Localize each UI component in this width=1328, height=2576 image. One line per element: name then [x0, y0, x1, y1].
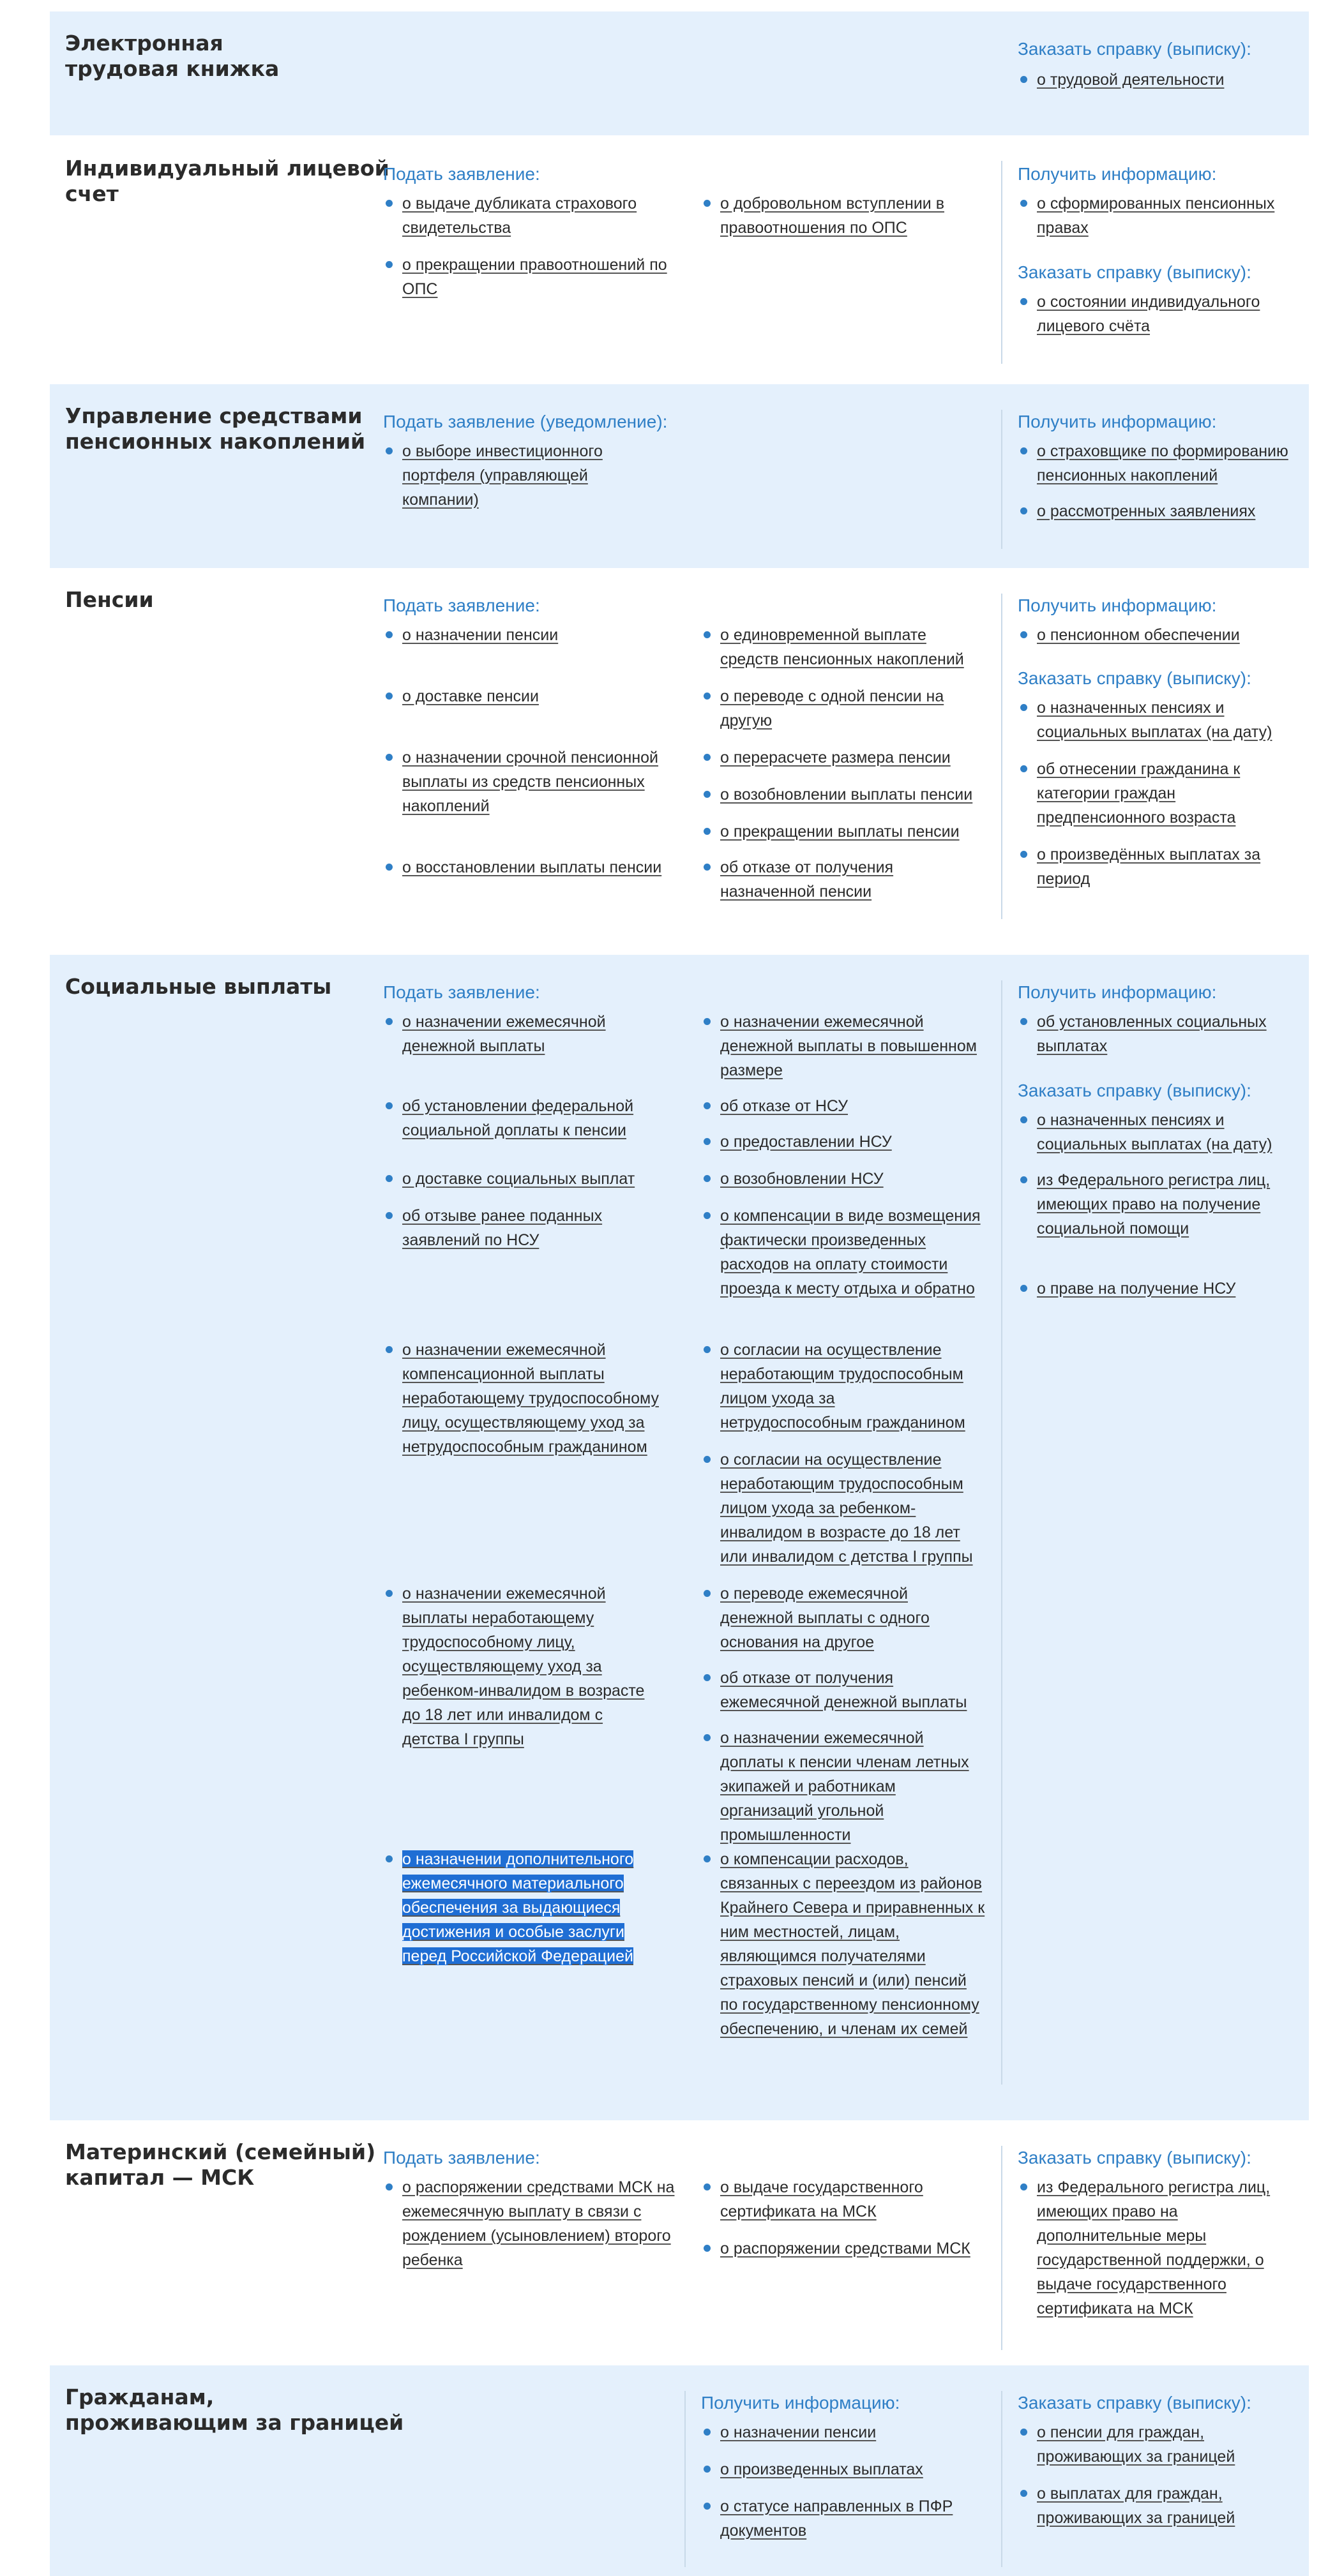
list-item[interactable]: о назначении ежемесячной выплаты неработающему трудоспособному лицу, осуществляющему уход за ребенком-инвалидом в возрасте до 18 лет или инвалидом с детства I группы — [383, 1582, 658, 1751]
list-item[interactable]: о рассмотренных заявлениях — [1018, 499, 1305, 523]
apply-heading: Подать заявление: — [383, 164, 540, 184]
section-usp — [50, 384, 1309, 568]
bullet-icon — [704, 1590, 711, 1597]
list-item[interactable]: о пенсионном обеспечении — [1018, 623, 1305, 647]
bullet-icon — [704, 828, 711, 835]
info-column — [1018, 162, 1299, 335]
list-item[interactable]: об отказе от НСУ — [701, 1094, 988, 1118]
bullet-icon — [1020, 298, 1027, 305]
info-column — [701, 2391, 988, 2540]
list-item[interactable]: о назначенных пенсиях и социальных выплатах (на дату) — [1018, 1108, 1305, 1157]
bullet-icon — [704, 1175, 711, 1182]
bullet-icon — [386, 631, 393, 638]
list-item[interactable]: о единовременной выплате средств пенсионных накоплений — [701, 623, 988, 671]
list-item[interactable]: об установлении федеральной социальной доплаты к пенсии — [383, 1094, 658, 1142]
bullet-icon — [1020, 765, 1027, 772]
bullet-icon — [1020, 1116, 1027, 1123]
bullet-icon — [704, 2466, 711, 2473]
section-ils — [50, 135, 1309, 384]
list-item[interactable]: о выплатах для граждан, проживающих за границей — [1018, 2482, 1273, 2530]
list-item[interactable]: о произведённых выплатах за период — [1018, 842, 1305, 891]
list-item[interactable]: о сформированных пенсионных правах — [1018, 191, 1299, 240]
bullet-icon — [704, 2503, 711, 2510]
section-social — [50, 955, 1309, 2120]
section-msk — [50, 2120, 1309, 2365]
divider — [1001, 410, 1002, 549]
list-item[interactable]: о компенсации расходов, связанных с переездом из районов Крайнего Севера и приравненных к ним местностей, лицам, являющимся получателями страховых пенсий и (или) пенсий по государственному пенсионному обеспечению, и членам их семей — [701, 1847, 988, 2041]
divider — [684, 2391, 686, 2567]
divider — [1001, 2146, 1002, 2350]
bullet-icon — [1020, 1176, 1027, 1183]
list-item[interactable]: о компенсации в виде возмещения фактически произведенных расходов на оплату стоимости проезда к месту отдыха и обратно — [701, 1204, 988, 1301]
bullet-icon — [386, 447, 393, 454]
list-item[interactable]: о прекращении выплаты пенсии — [701, 820, 988, 844]
bullet-icon — [386, 1018, 393, 1025]
list-item[interactable]: из Федерального регистра лиц, имеющих право на дополнительные меры государственной поддержки, о выдаче государственного сертификата на МСК — [1018, 2175, 1305, 2321]
section-title: Гражданам, проживающим за границей — [65, 2385, 404, 2435]
list-item[interactable]: о назначении пенсии — [701, 2420, 988, 2445]
apply-column — [383, 980, 677, 1965]
list-item[interactable]: о трудовой деятельности — [1018, 68, 1299, 92]
section-abroad — [50, 2365, 1309, 2576]
list-item[interactable]: о распоряжении средствами МСК — [701, 2236, 988, 2261]
bullet-icon — [704, 754, 711, 761]
bullet-icon — [1020, 200, 1027, 207]
divider — [1001, 2391, 1002, 2567]
list-item[interactable]: о назначении пенсии — [383, 623, 677, 647]
apply-heading: Подать заявление: — [383, 2148, 540, 2168]
divider — [1001, 980, 1002, 2085]
section-title: Электронная трудовая книжка — [65, 31, 280, 81]
bullet-icon — [704, 200, 711, 207]
bullet-icon — [386, 1855, 393, 1862]
list-item[interactable]: об отказе от получения ежемесячной денежной выплаты — [701, 1666, 988, 1714]
section-title: Индивидуальный лицевой счет — [65, 156, 389, 206]
bullet-icon — [704, 864, 711, 871]
list-item[interactable]: о возобновлении НСУ — [701, 1167, 988, 1191]
list-item[interactable]: о согласии на осуществление неработающим трудоспособным лицом ухода за нетрудоспособным гражданином — [701, 1338, 969, 1435]
bullet-icon — [704, 2429, 711, 2436]
list-item[interactable]: о страховщике по формированию пенсионных накоплений — [1018, 439, 1305, 488]
order-heading: Заказать справку (выписку): — [1018, 1081, 1251, 1100]
bullet-icon — [704, 1674, 711, 1681]
list-item[interactable]: о назначении срочной пенсионной выплаты из средств пенсионных накоплений — [383, 745, 664, 818]
info-heading: Получить информацию: — [1018, 595, 1217, 615]
list-item[interactable]: об отказе от получения назначенной пенсии — [701, 855, 912, 904]
apply-heading: Подать заявление: — [383, 982, 540, 1002]
list-item[interactable]: о состоянии индивидуального лицевого счёта — [1018, 290, 1299, 338]
list-item[interactable]: о перерасчете размера пенсии — [701, 745, 988, 770]
bullet-icon — [704, 1855, 711, 1862]
bullet-icon — [704, 631, 711, 638]
list-item[interactable]: о выдаче государственного сертификата на МСК — [701, 2175, 956, 2224]
list-item[interactable]: о добровольном вступлении в правоотношения по ОПС — [701, 191, 982, 240]
order-heading: Заказать справку (выписку): — [1018, 2148, 1251, 2168]
section-title: Пенсии — [65, 587, 154, 612]
info-heading: Получить информацию: — [1018, 164, 1217, 184]
bullet-icon — [1020, 631, 1027, 638]
bullet-icon — [386, 1590, 393, 1597]
info-heading: Получить информацию: — [1018, 982, 1217, 1002]
apply-column — [383, 594, 677, 876]
bullet-icon — [704, 1456, 711, 1463]
bullet-icon — [386, 1346, 393, 1353]
bullet-icon — [386, 1102, 393, 1109]
list-item[interactable]: о выдаче дубликата страхового свидетельства — [383, 191, 677, 240]
bullet-icon — [704, 1102, 711, 1109]
bullet-icon — [386, 2183, 393, 2190]
bullet-icon — [386, 754, 393, 761]
order-column — [1018, 2391, 1305, 2527]
list-item[interactable]: о доставке социальных выплат — [383, 1167, 677, 1191]
bullet-icon — [1020, 1018, 1027, 1025]
list-item[interactable]: о переводе ежемесячной денежной выплаты с одного основания на другое — [701, 1582, 956, 1654]
list-item[interactable]: об отнесении гражданина к категории граждан предпенсионного возраста — [1018, 757, 1260, 830]
section-title: Материнский (семейный) капитал — МСК — [65, 2139, 376, 2190]
list-item[interactable]: об отзыве ранее поданных заявлений по НСУ — [383, 1204, 638, 1252]
list-item[interactable]: о согласии на осуществление неработающим трудоспособным лицом ухода за ребенком-инвалидом в возрасте до 18 лет или инвалидом с детства I группы — [701, 1448, 988, 1569]
list-item[interactable]: о назначении ежемесячной компенсационной выплаты неработающему трудоспособному лицу, осуществляющему уход за нетрудоспособным гражданином — [383, 1338, 670, 1459]
bullet-icon — [1020, 447, 1027, 454]
bullet-icon — [1020, 851, 1027, 858]
section-etk — [50, 11, 1309, 135]
bullet-icon — [1020, 1285, 1027, 1292]
apply-heading: Подать заявление (уведомление): — [383, 412, 668, 431]
list-item[interactable]: о произведенных выплатах — [701, 2457, 988, 2482]
list-item[interactable]: о выборе инвестиционного портфеля (управляющей компании) — [383, 439, 638, 512]
info-column — [1018, 594, 1305, 888]
list-item[interactable]: о доставке пенсии — [383, 684, 677, 708]
apply-column — [383, 2146, 677, 2269]
bullet-icon — [704, 1018, 711, 1025]
list-item[interactable]: о назначении дополнительного ежемесячного материального обеспечения за выдающиеся достижения и особые заслуги перед Российской Федерацией — [383, 1847, 658, 1968]
apply-heading: Подать заявление: — [383, 595, 540, 615]
order-heading: Заказать справку (выписку): — [1018, 262, 1251, 282]
bullet-icon — [704, 791, 711, 798]
info-column — [1018, 980, 1305, 1298]
list-item[interactable]: о возобновлении выплаты пенсии — [701, 783, 988, 807]
divider — [1001, 161, 1002, 364]
list-item[interactable]: о распоряжении средствами МСК на ежемесячную выплату в связи с рождением (усыновлением) второго ребенка — [383, 2175, 677, 2272]
list-item[interactable]: о пенсии для граждан, проживающих за границей — [1018, 2420, 1273, 2469]
list-item[interactable]: о восстановлении выплаты пенсии — [383, 855, 677, 880]
bullet-icon — [704, 2183, 711, 2190]
bullet-icon — [1020, 2490, 1027, 2497]
bullet-icon — [1020, 76, 1027, 83]
bullet-icon — [1020, 2429, 1027, 2436]
info-column — [1018, 410, 1305, 520]
info-heading: Получить информацию: — [701, 2393, 900, 2413]
bullet-icon — [704, 693, 711, 700]
list-item[interactable]: о переводе с одной пенсии на другую — [701, 684, 969, 733]
bullet-icon — [386, 864, 393, 871]
order-column — [1018, 2146, 1305, 2318]
bullet-icon — [704, 1734, 711, 1741]
list-item[interactable]: о предоставлении НСУ — [701, 1130, 988, 1154]
bullet-icon — [1020, 507, 1027, 514]
list-item[interactable]: о назначении ежемесячной доплаты к пенсии членам летных экипажей и работникам организаций угольной промышленности — [701, 1726, 982, 1847]
list-item[interactable]: о праве на получение НСУ — [1018, 1277, 1305, 1301]
list-item[interactable]: о прекращении правоотношений по ОПС — [383, 253, 677, 301]
bullet-icon — [704, 1212, 711, 1219]
order-heading: Заказать справку (выписку): — [1018, 39, 1251, 59]
list-item[interactable]: о статусе направленных в ПФР документов — [701, 2494, 969, 2543]
bullet-icon — [386, 1175, 393, 1182]
bullet-icon — [704, 1138, 711, 1145]
bullet-icon — [386, 1212, 393, 1219]
order-heading: Заказать справку (выписку): — [1018, 2393, 1251, 2413]
list-item[interactable]: из Федерального регистра лиц, имеющих право на получение социальной помощи — [1018, 1168, 1305, 1241]
order-column — [1018, 37, 1299, 89]
divider — [1001, 594, 1002, 919]
bullet-icon — [1020, 2183, 1027, 2190]
list-item[interactable]: об установленных социальных выплатах — [1018, 1010, 1292, 1058]
apply-column — [383, 162, 677, 298]
section-title: Управление средствами пенсионных накоплений — [65, 403, 366, 454]
bullet-icon — [704, 1346, 711, 1353]
list-item[interactable]: о назначенных пенсиях и социальных выплатах (на дату) — [1018, 696, 1305, 744]
bullet-icon — [704, 2245, 711, 2252]
list-item[interactable]: о назначении ежемесячной денежной выплаты — [383, 1010, 638, 1058]
apply-column — [383, 410, 677, 509]
bullet-icon — [386, 200, 393, 207]
bullet-icon — [386, 261, 393, 268]
bullet-icon — [386, 693, 393, 700]
section-title: Социальные выплаты — [65, 974, 332, 999]
list-item[interactable]: о назначении ежемесячной денежной выплаты в повышенном размере — [701, 1010, 988, 1082]
order-heading: Заказать справку (выписку): — [1018, 668, 1251, 688]
bullet-icon — [1020, 704, 1027, 711]
section-pensii — [50, 568, 1309, 955]
info-heading: Получить информацию: — [1018, 412, 1217, 431]
